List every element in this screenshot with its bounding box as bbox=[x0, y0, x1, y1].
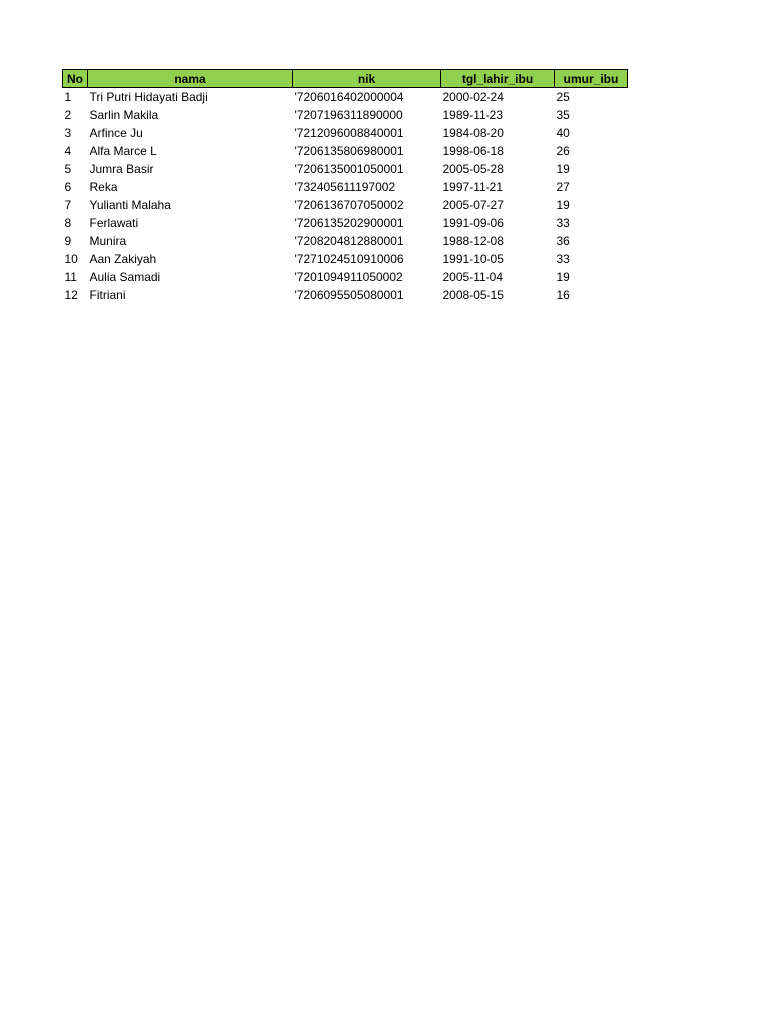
table-row bbox=[63, 160, 628, 178]
cell-nik: '7207196311890000 bbox=[294, 108, 403, 122]
cell-nama: Arfince Ju bbox=[89, 126, 143, 140]
cell-no: 2 bbox=[64, 108, 72, 122]
cell-no: 12 bbox=[64, 288, 78, 302]
cell-tgl-lahir-ibu: 2008-05-15 bbox=[442, 288, 504, 302]
cell-umur-ibu: 16 bbox=[556, 288, 570, 302]
table-body bbox=[63, 88, 628, 305]
cell-no: 5 bbox=[64, 162, 72, 176]
cell-umur-ibu: 19 bbox=[556, 198, 570, 212]
cell-tgl-lahir-ibu: 2005-05-28 bbox=[442, 162, 504, 176]
cell-nama: Reka bbox=[89, 180, 118, 194]
cell-nik: '7212096008840001 bbox=[294, 126, 404, 140]
cell-tgl-lahir-ibu: 1988-12-08 bbox=[442, 234, 504, 248]
table-row bbox=[63, 124, 628, 142]
header-nama: nama bbox=[88, 70, 293, 88]
cell-tgl-lahir-ibu: 1997-11-21 bbox=[442, 180, 503, 194]
header-umur-ibu: umur_ibu bbox=[555, 70, 628, 88]
cell-tgl-lahir-ibu: 2005-11-04 bbox=[442, 270, 503, 284]
cell-umur-ibu: 36 bbox=[556, 234, 570, 248]
cell-nama: Aan Zakiyah bbox=[89, 252, 157, 266]
cell-nik: '7206135001050001 bbox=[294, 162, 404, 176]
spreadsheet-page bbox=[62, 69, 628, 304]
table-row bbox=[63, 268, 628, 286]
table-row bbox=[63, 142, 628, 160]
cell-no: 7 bbox=[64, 198, 72, 212]
cell-umur-ibu: 25 bbox=[556, 90, 570, 104]
cell-umur-ibu: 26 bbox=[556, 144, 570, 158]
table-row bbox=[63, 214, 628, 232]
cell-tgl-lahir-ibu: 1998-06-18 bbox=[442, 144, 504, 158]
header-row bbox=[63, 70, 628, 88]
cell-nama: Alfa Marce L bbox=[89, 144, 157, 158]
cell-nama: Tri Putri Hidayati Badji bbox=[89, 90, 208, 104]
cell-nama: Sarlin Makila bbox=[89, 108, 159, 122]
cell-tgl-lahir-ibu: 2000-02-24 bbox=[442, 90, 504, 104]
cell-umur-ibu: 33 bbox=[556, 252, 570, 266]
cell-nik: '7206135806980001 bbox=[294, 144, 404, 158]
cell-tgl-lahir-ibu: 1984-08-20 bbox=[442, 126, 504, 140]
cell-tgl-lahir-ibu: 1989-11-23 bbox=[442, 108, 503, 122]
cell-nik: '7201094911050002 bbox=[294, 270, 403, 284]
table-row bbox=[63, 196, 628, 214]
cell-tgl-lahir-ibu: 1991-10-05 bbox=[442, 252, 504, 266]
table-row bbox=[63, 250, 628, 268]
header-no: No bbox=[63, 70, 88, 88]
cell-umur-ibu: 35 bbox=[556, 108, 570, 122]
cell-umur-ibu: 19 bbox=[556, 162, 570, 176]
cell-nama: Fitriani bbox=[89, 288, 126, 302]
cell-umur-ibu: 40 bbox=[556, 126, 570, 140]
cell-no: 6 bbox=[64, 180, 72, 194]
cell-no: 3 bbox=[64, 126, 72, 140]
cell-nama: Ferlawati bbox=[89, 216, 139, 230]
cell-nik: '7206135202900001 bbox=[294, 216, 404, 230]
cell-umur-ibu: 27 bbox=[556, 180, 570, 194]
table-row bbox=[63, 88, 628, 107]
table-row bbox=[63, 106, 628, 124]
header-nik: nik bbox=[293, 70, 441, 88]
cell-nama: Yulianti Malaha bbox=[89, 198, 171, 212]
cell-nik: '7271024510910006 bbox=[294, 252, 404, 266]
cell-no: 4 bbox=[64, 144, 72, 158]
cell-nik: '732405611197002 bbox=[294, 180, 396, 194]
cell-nik: '7208204812880001 bbox=[294, 234, 404, 248]
cell-nama: Jumra Basir bbox=[89, 162, 154, 176]
cell-umur-ibu: 33 bbox=[556, 216, 570, 230]
cell-nik: '7206016402000004 bbox=[294, 90, 404, 104]
header-tgl-lahir-ibu: tgl_lahir_ibu bbox=[441, 70, 555, 88]
cell-umur-ibu: 19 bbox=[556, 270, 570, 284]
cell-nik: '7206095505080001 bbox=[294, 288, 404, 302]
cell-no: 1 bbox=[64, 90, 72, 104]
cell-nik: '7206136707050002 bbox=[294, 198, 404, 212]
cell-tgl-lahir-ibu: 1991-09-06 bbox=[442, 216, 504, 230]
table-row bbox=[63, 286, 628, 304]
cell-no: 10 bbox=[64, 252, 78, 266]
cell-tgl-lahir-ibu: 2005-07-27 bbox=[442, 198, 504, 212]
table-row bbox=[63, 178, 628, 196]
cell-no: 11 bbox=[64, 270, 77, 284]
cell-no: 8 bbox=[64, 216, 72, 230]
table-row bbox=[63, 232, 628, 250]
cell-nama: Aulia Samadi bbox=[89, 270, 161, 284]
data-table bbox=[62, 69, 628, 304]
cell-nama: Munira bbox=[89, 234, 127, 248]
cell-no: 9 bbox=[64, 234, 72, 248]
